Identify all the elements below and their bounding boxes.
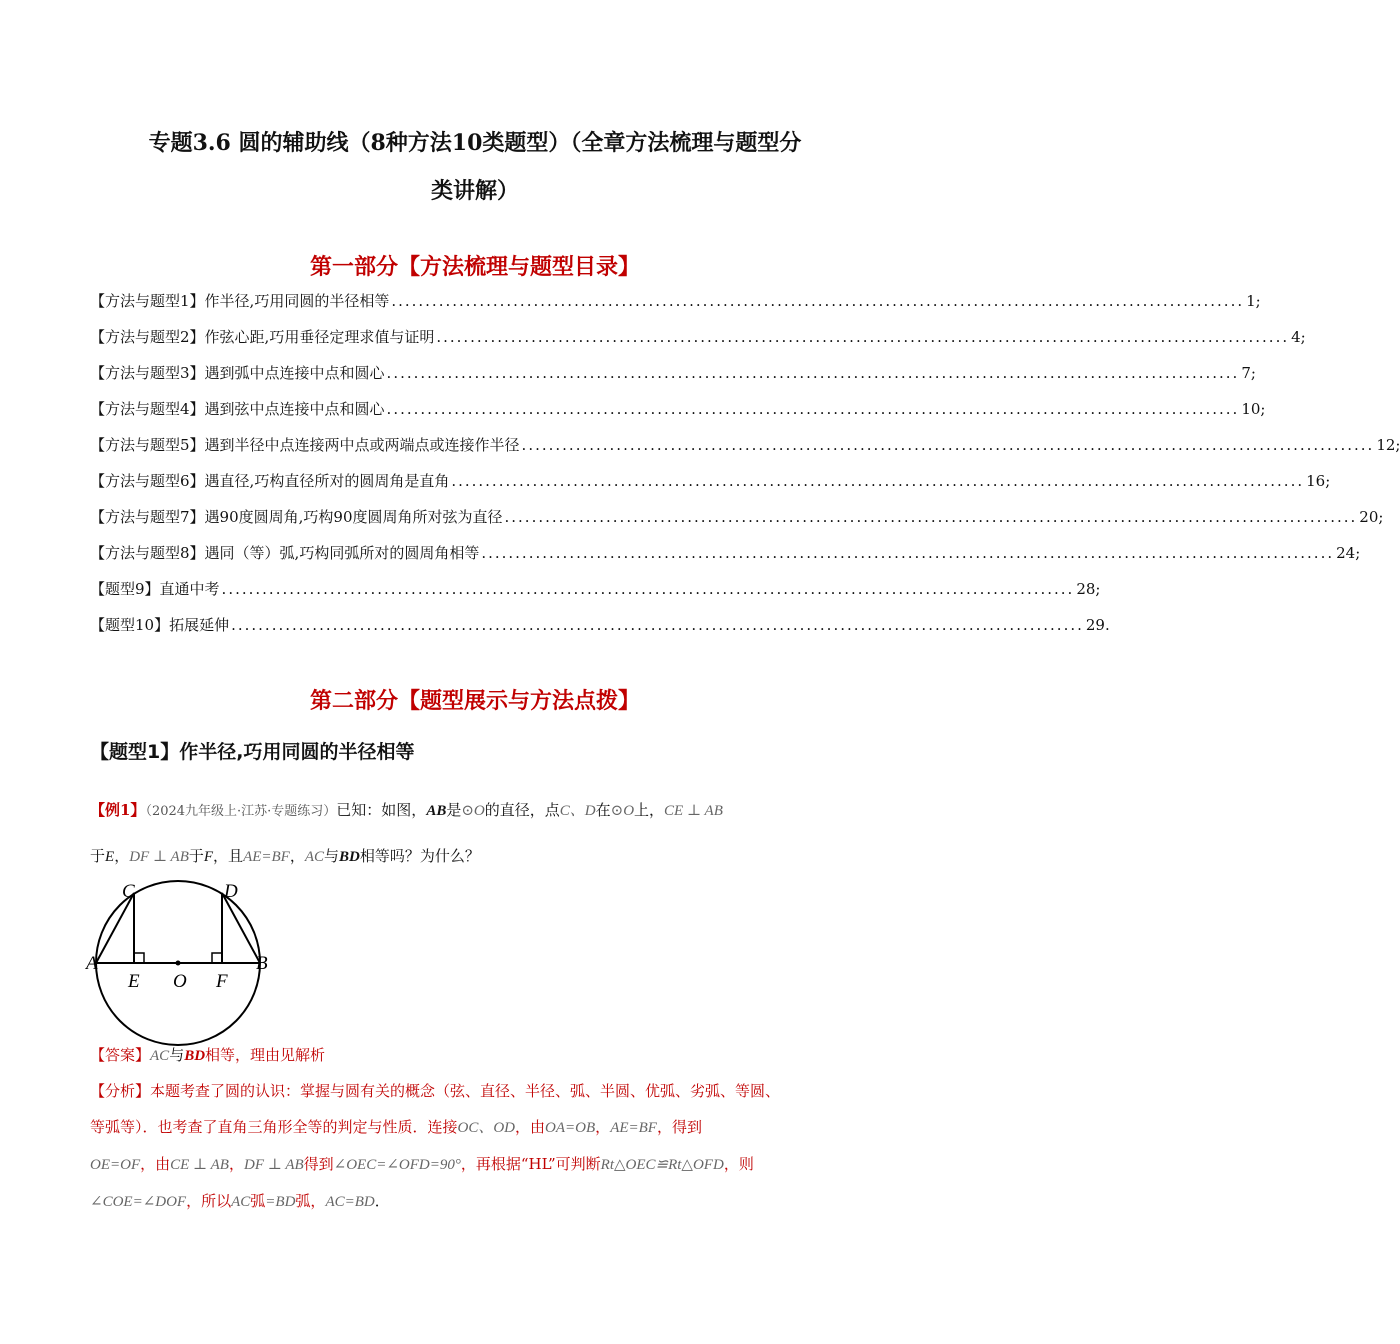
math-ac: AC [231, 1194, 251, 1210]
segment-ac [96, 893, 134, 963]
toc-page: 4; [1291, 328, 1306, 346]
analysis-text: ，由 [140, 1155, 171, 1173]
toc-label: 【方法与题型1】作半径,巧用同圆的半径相等 [90, 292, 390, 310]
answer-text: 与 [169, 1046, 185, 1064]
toc-label: 【方法与题型7】遇90度圆周角,巧构90度圆周角所对弦为直径 [90, 508, 503, 526]
toc-entry[interactable] [90, 506, 1384, 542]
example-text: 的直径，点 [484, 801, 560, 819]
example-line2 [90, 834, 860, 879]
toc-entry[interactable] [90, 470, 1331, 506]
math-ae-eq-bf: AE=BF [610, 1120, 657, 1136]
math-oe-eq-of: OE=OF [90, 1157, 141, 1173]
math-ce-perp-ab: CE ⊥ AB [664, 803, 723, 819]
example-text: ， [114, 847, 130, 865]
analysis-text: ， [595, 1118, 611, 1136]
math-eq-bd: =BD [265, 1194, 296, 1210]
toc-page: 20; [1359, 508, 1384, 526]
toc-entry[interactable] [90, 290, 1261, 326]
math-circle-o: ⊙O [610, 803, 635, 819]
math-oc-od: OC、OD [457, 1120, 516, 1136]
toc-entry[interactable] [90, 326, 1306, 362]
toc-entry[interactable] [90, 362, 1256, 398]
example-text: 上， [634, 801, 665, 819]
toc-page: 10; [1241, 400, 1266, 418]
part2-heading: 第二部分【题型展示与方法点拨】 [309, 689, 640, 714]
example-text: 相等吗？为什么？ [359, 847, 480, 865]
toc-entry[interactable] [90, 614, 1110, 650]
math-ce-perp-ab: CE ⊥ AB [170, 1157, 229, 1173]
toc-leader: .............................................................................................................................. [231, 616, 1084, 634]
analysis-text: ， [228, 1155, 244, 1173]
label-a: A [86, 953, 98, 974]
toc-page: 1; [1246, 292, 1261, 310]
toc-leader: .............................................................................................................................. [386, 400, 1240, 418]
analysis-text: ，则 [723, 1155, 754, 1173]
toc-leader: .............................................................................................................................. [521, 436, 1375, 454]
analysis-text: 本题考查了圆的认识：掌握与圆有关的概念（弦、直径、半径、弧、半圆、优弧、劣弧、等圆、 [150, 1082, 781, 1100]
toc-label: 【方法与题型3】遇到弧中点连接中点和圆心 [90, 364, 385, 382]
label-b: B [256, 953, 268, 974]
math-f: F [203, 849, 214, 865]
analysis-text: ，由 [515, 1118, 546, 1136]
toc-page: 7; [1241, 364, 1256, 382]
math-congruent-triangles: Rt△OEC≌Rt△OFD [600, 1157, 724, 1173]
toc-label: 【方法与题型8】遇同（等）弧,巧构同弧所对的圆周角相等 [90, 544, 480, 562]
math-ac: AC [304, 849, 325, 865]
answer-tag: 【答案】 [90, 1046, 151, 1064]
label-c: C [122, 881, 135, 902]
toc-entry[interactable] [90, 542, 1361, 578]
example-source: （2024九年级上·江苏·专题练习） [145, 804, 337, 819]
analysis-line2 [90, 1109, 860, 1146]
math-df-perp-ab: DF ⊥ AB [243, 1157, 304, 1173]
analysis [90, 1073, 860, 1220]
math-ab: AB [426, 803, 447, 819]
math-e: E [105, 849, 115, 865]
math-bd: BD [184, 1048, 206, 1064]
example-text: 在 [595, 801, 611, 819]
toc-label: 【题型9】直通中考 [90, 580, 220, 598]
label-f: F [216, 971, 228, 992]
math-ac-eq-bd: AC=BD [325, 1194, 375, 1210]
analysis-text: ． [374, 1192, 390, 1210]
analysis-tag: 【分析】 [90, 1082, 151, 1100]
analysis-text: 得到 [303, 1155, 334, 1173]
toc-label: 【方法与题型6】遇直径,巧构直径所对的圆周角是直角 [90, 472, 450, 490]
analysis-text: ，所以 [186, 1192, 232, 1210]
toc-leader: .............................................................................................................................. [451, 472, 1305, 490]
toc-label: 【方法与题型2】作弦心距,巧用垂径定理求值与证明 [90, 328, 435, 346]
example-tag: 【例1】 [90, 801, 146, 819]
toc-entry[interactable] [90, 578, 1101, 614]
example-text: 于 [188, 847, 204, 865]
example-text: 是 [446, 801, 462, 819]
geometry-figure [80, 875, 280, 1040]
example-text: ，且 [213, 847, 244, 865]
toc-page: 29. [1085, 616, 1110, 634]
analysis-text: ，得到 [656, 1118, 702, 1136]
section-heading: 【题型1】作半径,巧用同圆的半径相等 [90, 741, 415, 763]
toc-entry[interactable] [90, 434, 1400, 470]
math-angle-eq: ∠COE=∠DOF [90, 1194, 187, 1210]
analysis-text: 等弧等）．也考查了直角三角形全等的判定与性质．连接 [90, 1118, 458, 1136]
analysis-text: 弧 [250, 1192, 266, 1210]
math-cd: C、D [559, 803, 596, 819]
answer-text: 相等，理由见解析 [205, 1046, 326, 1064]
doc-title-line1: 专题3.6 圆的辅助线（8种方法10类题型）（全章方法梳理与题型分 [148, 130, 802, 156]
math-ac: AC [150, 1048, 170, 1064]
analysis-line3 [90, 1146, 860, 1183]
example-text: 于 [90, 847, 106, 865]
part1-heading: 第一部分【方法梳理与题型目录】 [309, 255, 640, 280]
example-text: ， [289, 847, 305, 865]
doc-title-line2: 类讲解） [430, 178, 519, 204]
example-line1 [90, 788, 860, 834]
math-oa-eq-ob: OA=OB [545, 1120, 596, 1136]
toc-leader: .............................................................................................................................. [481, 544, 1335, 562]
toc-label: 【方法与题型4】遇到弦中点连接中点和圆心 [90, 400, 385, 418]
analysis-line4 [90, 1183, 860, 1220]
toc-page: 12; [1376, 436, 1400, 454]
toc-page: 28; [1076, 580, 1101, 598]
analysis-text: ，再根据“HL”可判断 [460, 1155, 601, 1173]
toc-leader: .............................................................................................................................. [436, 328, 1290, 346]
toc-leader: .............................................................................................................................. [391, 292, 1245, 310]
label-e: E [128, 971, 140, 992]
example-text: 已知：如图， [336, 801, 427, 819]
math-df-perp-ab: DF ⊥ AB [129, 849, 189, 865]
center-point-o [176, 961, 181, 966]
toc-leader: .............................................................................................................................. [221, 580, 1075, 598]
math-angles-90: ∠OEC=∠OFD=90° [333, 1157, 461, 1173]
toc-page: 24; [1336, 544, 1361, 562]
right-angle-e [134, 953, 144, 963]
toc-leader: .............................................................................................................................. [504, 508, 1358, 526]
math-bd: BD [339, 849, 360, 865]
label-o: O [173, 971, 187, 992]
toc-page: 16; [1306, 472, 1331, 490]
right-angle-f [212, 953, 222, 963]
segment-bd [222, 893, 260, 963]
math-circle-o: ⊙O [461, 803, 485, 819]
toc-entry[interactable] [90, 398, 1266, 434]
toc-label: 【方法与题型5】遇到半径中点连接两中点或两端点或连接作半径 [90, 436, 520, 454]
example-problem [90, 788, 860, 879]
table-of-contents [90, 290, 1400, 650]
math-ae-eq-bf: AE=BF [243, 849, 290, 865]
example-text: 与 [324, 847, 340, 865]
analysis-line1 [90, 1073, 860, 1109]
analysis-text: 弧， [295, 1192, 326, 1210]
answer [90, 1039, 860, 1072]
label-d: D [224, 881, 238, 902]
toc-leader: .............................................................................................................................. [386, 364, 1240, 382]
toc-label: 【题型10】拓展延伸 [90, 616, 230, 634]
